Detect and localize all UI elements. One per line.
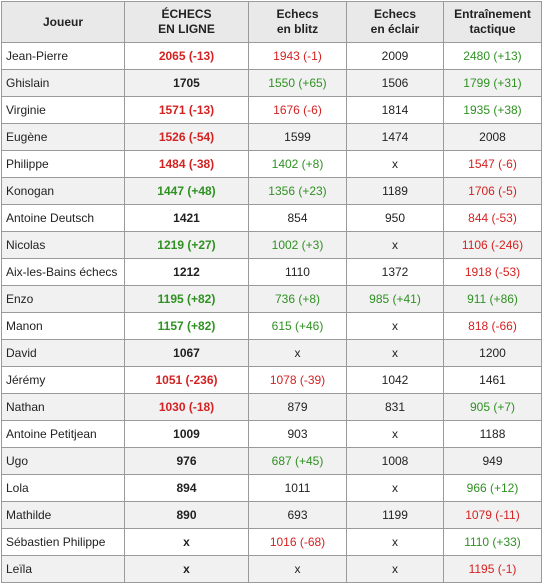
eclair-rating-cell: x	[347, 232, 444, 259]
player-cell: Ugo	[2, 448, 125, 475]
blitz-rating-cell: 879	[249, 394, 347, 421]
player-cell: Enzo	[2, 286, 125, 313]
player-cell: Jean-Pierre	[2, 43, 125, 70]
eclair-rating-cell: 1042	[347, 367, 444, 394]
player-cell: Manon	[2, 313, 125, 340]
blitz-rating-cell: 1356 (+23)	[249, 178, 347, 205]
blitz-rating-cell: x	[249, 556, 347, 583]
online-rating-cell: 1067	[125, 340, 249, 367]
table-row	[2, 286, 542, 313]
eclair-rating-cell: 1199	[347, 502, 444, 529]
table-row	[2, 556, 542, 583]
tactique-rating-cell: 1799 (+31)	[444, 70, 542, 97]
table-header	[2, 2, 542, 43]
player-cell: Aix-les-Bains échecs	[2, 259, 125, 286]
tactique-rating-cell: 905 (+7)	[444, 394, 542, 421]
eclair-rating-cell: 1189	[347, 178, 444, 205]
tactique-rating-cell: 1200	[444, 340, 542, 367]
player-cell: Ghislain	[2, 70, 125, 97]
tactique-rating-cell: 844 (-53)	[444, 205, 542, 232]
blitz-rating-cell: 1402 (+8)	[249, 151, 347, 178]
eclair-rating-cell: 1372	[347, 259, 444, 286]
eclair-rating-cell: 1008	[347, 448, 444, 475]
online-rating-cell: 2065 (-13)	[125, 43, 249, 70]
online-rating-cell: 1157 (+82)	[125, 313, 249, 340]
tactique-rating-cell: 2480 (+13)	[444, 43, 542, 70]
online-rating-cell: 894	[125, 475, 249, 502]
tactique-rating-cell: 966 (+12)	[444, 475, 542, 502]
eclair-rating-cell: 950	[347, 205, 444, 232]
online-rating-cell: 1571 (-13)	[125, 97, 249, 124]
online-rating-cell: 1030 (-18)	[125, 394, 249, 421]
tactique-rating-cell: 911 (+86)	[444, 286, 542, 313]
online-rating-cell: x	[125, 529, 249, 556]
table-row	[2, 232, 542, 259]
table-row	[2, 124, 542, 151]
eclair-rating-cell: x	[347, 313, 444, 340]
eclair-rating-cell: 831	[347, 394, 444, 421]
online-rating-cell: 890	[125, 502, 249, 529]
online-rating-cell: 976	[125, 448, 249, 475]
tactique-rating-cell: 1079 (-11)	[444, 502, 542, 529]
table-row	[2, 394, 542, 421]
table-row	[2, 421, 542, 448]
eclair-rating-cell: x	[347, 529, 444, 556]
tactique-rating-cell: 1547 (-6)	[444, 151, 542, 178]
tactique-rating-cell: 2008	[444, 124, 542, 151]
online-rating-cell: 1421	[125, 205, 249, 232]
blitz-rating-cell: 854	[249, 205, 347, 232]
tactique-rating-cell: 1706 (-5)	[444, 178, 542, 205]
player-cell: Nathan	[2, 394, 125, 421]
online-rating-cell: 1526 (-54)	[125, 124, 249, 151]
header-online: ÉCHECS EN LIGNE	[125, 2, 249, 43]
player-cell: David	[2, 340, 125, 367]
table-row	[2, 259, 542, 286]
player-cell: Philippe	[2, 151, 125, 178]
table-row	[2, 205, 542, 232]
eclair-rating-cell: x	[347, 340, 444, 367]
eclair-rating-cell: 1814	[347, 97, 444, 124]
eclair-rating-cell: 1474	[347, 124, 444, 151]
blitz-rating-cell: 1110	[249, 259, 347, 286]
table-body	[2, 43, 542, 583]
player-cell: Konogan	[2, 178, 125, 205]
player-cell: Antoine Petitjean	[2, 421, 125, 448]
online-rating-cell: 1447 (+48)	[125, 178, 249, 205]
tactique-rating-cell: 1461	[444, 367, 542, 394]
table-row	[2, 151, 542, 178]
tactique-rating-cell: 1188	[444, 421, 542, 448]
eclair-rating-cell: x	[347, 556, 444, 583]
eclair-rating-cell: 1506	[347, 70, 444, 97]
player-cell: Antoine Deutsch	[2, 205, 125, 232]
tactique-rating-cell: 1106 (-246)	[444, 232, 542, 259]
player-cell: Leïla	[2, 556, 125, 583]
table-row	[2, 178, 542, 205]
table-row	[2, 340, 542, 367]
ratings-table	[1, 1, 542, 583]
online-rating-cell: 1484 (-38)	[125, 151, 249, 178]
header-row	[2, 2, 542, 43]
online-rating-cell: 1051 (-236)	[125, 367, 249, 394]
blitz-rating-cell: 1676 (-6)	[249, 97, 347, 124]
header-eclair: Echecs en éclair	[347, 2, 444, 43]
header-blitz: Echecs en blitz	[249, 2, 347, 43]
eclair-rating-cell: 2009	[347, 43, 444, 70]
blitz-rating-cell: 687 (+45)	[249, 448, 347, 475]
header-tactique: Entraînement tactique	[444, 2, 542, 43]
player-cell: Nicolas	[2, 232, 125, 259]
tactique-rating-cell: 818 (-66)	[444, 313, 542, 340]
blitz-rating-cell: 1550 (+65)	[249, 70, 347, 97]
table-row	[2, 502, 542, 529]
blitz-rating-cell: 1599	[249, 124, 347, 151]
online-rating-cell: x	[125, 556, 249, 583]
online-rating-cell: 1705	[125, 70, 249, 97]
blitz-rating-cell: 1011	[249, 475, 347, 502]
table-row	[2, 475, 542, 502]
blitz-rating-cell: 1943 (-1)	[249, 43, 347, 70]
blitz-rating-cell: 1078 (-39)	[249, 367, 347, 394]
table-row	[2, 43, 542, 70]
online-rating-cell: 1219 (+27)	[125, 232, 249, 259]
player-cell: Eugène	[2, 124, 125, 151]
blitz-rating-cell: 1016 (-68)	[249, 529, 347, 556]
blitz-rating-cell: 903	[249, 421, 347, 448]
tactique-rating-cell: 1110 (+33)	[444, 529, 542, 556]
blitz-rating-cell: x	[249, 340, 347, 367]
table-row	[2, 529, 542, 556]
blitz-rating-cell: 693	[249, 502, 347, 529]
table-row	[2, 313, 542, 340]
blitz-rating-cell: 736 (+8)	[249, 286, 347, 313]
tactique-rating-cell: 949	[444, 448, 542, 475]
player-cell: Lola	[2, 475, 125, 502]
online-rating-cell: 1212	[125, 259, 249, 286]
eclair-rating-cell: x	[347, 151, 444, 178]
tactique-rating-cell: 1918 (-53)	[444, 259, 542, 286]
eclair-rating-cell: 985 (+41)	[347, 286, 444, 313]
header-player: Joueur	[2, 2, 125, 43]
blitz-rating-cell: 1002 (+3)	[249, 232, 347, 259]
player-cell: Sébastien Philippe	[2, 529, 125, 556]
blitz-rating-cell: 615 (+46)	[249, 313, 347, 340]
online-rating-cell: 1195 (+82)	[125, 286, 249, 313]
table-row	[2, 70, 542, 97]
online-rating-cell: 1009	[125, 421, 249, 448]
eclair-rating-cell: x	[347, 475, 444, 502]
table-row	[2, 367, 542, 394]
player-cell: Mathilde	[2, 502, 125, 529]
table-row	[2, 97, 542, 124]
tactique-rating-cell: 1935 (+38)	[444, 97, 542, 124]
table-row	[2, 448, 542, 475]
eclair-rating-cell: x	[347, 421, 444, 448]
player-cell: Jérémy	[2, 367, 125, 394]
tactique-rating-cell: 1195 (-1)	[444, 556, 542, 583]
player-cell: Virginie	[2, 97, 125, 124]
